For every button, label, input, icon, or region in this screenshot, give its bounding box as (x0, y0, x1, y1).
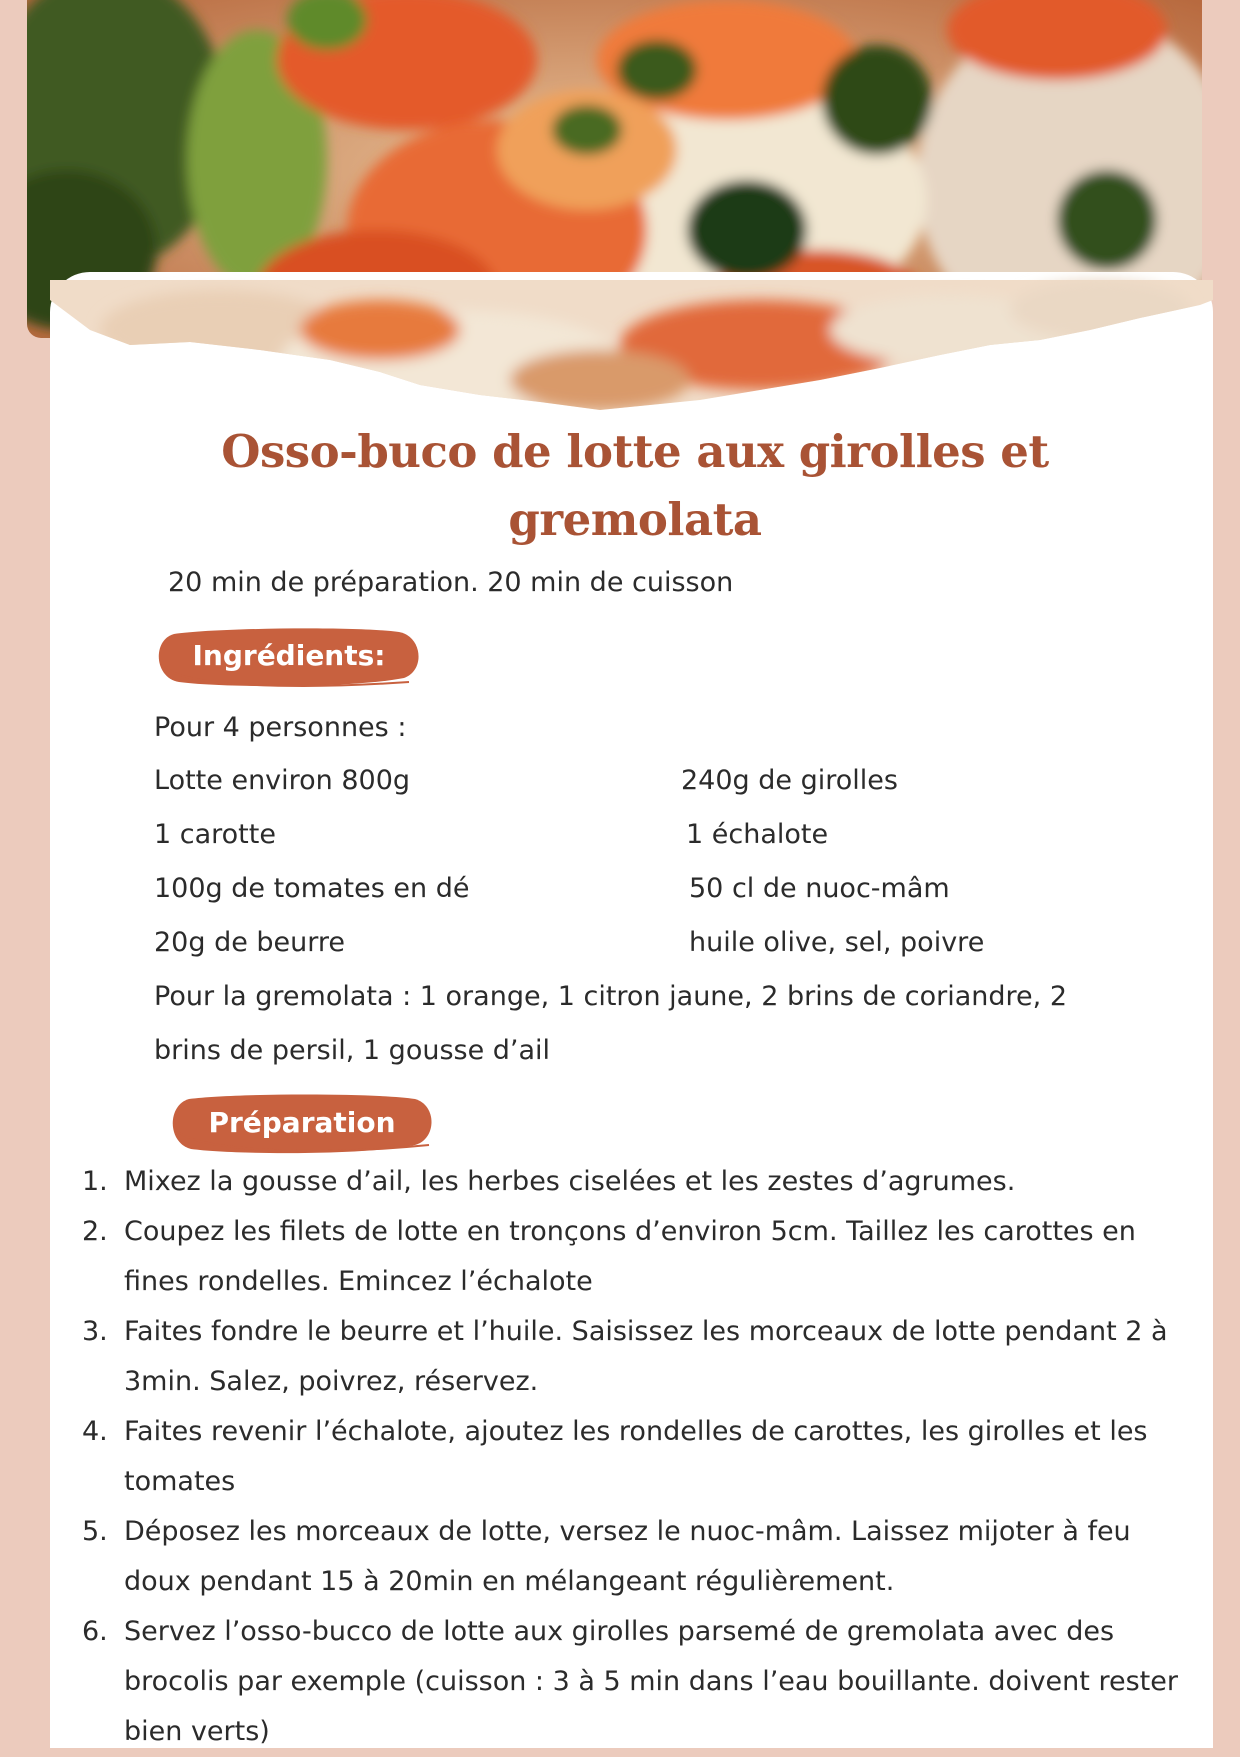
step-number: 2. (82, 1216, 108, 1247)
ingredient-right: 240g de girolles (681, 765, 898, 796)
torn-photo-edge (0, 0, 1240, 440)
preparation-heading-label: Préparation (208, 1105, 396, 1139)
ingredient-right: 1 échalote (686, 819, 829, 850)
ingredient-left: 1 carotte (154, 819, 276, 850)
step-number: 5. (82, 1516, 108, 1547)
step-item (82, 1207, 1200, 1307)
ingredient-left: 20g de beurre (154, 927, 346, 958)
step-item (82, 1307, 1200, 1407)
ingredient-right: huile olive, sel, poivre (689, 927, 985, 958)
recipe-title: Osso-buco de lotte aux girolles et gremolata (221, 425, 1049, 546)
ingredients-heading (154, 626, 424, 684)
step-item (82, 1507, 1200, 1607)
step-item (82, 1407, 1200, 1507)
step-number: 1. (82, 1166, 108, 1197)
servings: Pour 4 personnes : (154, 712, 407, 743)
step-text: Coupez les filets de lotte en tronçons d’environ 5cm. Taillez les carottes en fines rondelles. Emincez l’échalote (124, 1216, 1136, 1297)
step-text: Faites fondre le beurre et l’huile. Saisissez les morceaux de lotte pendant 2 à 3min. Salez, poivrez, réservez. (124, 1316, 1168, 1397)
step-text: Mixez la gousse d’ail, les herbes ciselées et les zestes d’agrumes. (124, 1166, 1016, 1197)
step-text: Servez l’osso-bucco de lotte aux girolles parsemé de gremolata avec des brocolis par exemple (cuisson : 3 à 5 min dans l’eau bouillante. doivent rester bien verts) (124, 1616, 1178, 1747)
step-item (82, 1607, 1200, 1757)
ingredient-left: Lotte environ 800g (154, 765, 411, 796)
step-text: Faites revenir l’échalote, ajoutez les rondelles de carottes, les girolles et les tomates (124, 1416, 1148, 1497)
gremolata-ingredients-cont: brins de persil, 1 gousse d’ail (154, 1035, 551, 1066)
step-number: 6. (82, 1616, 108, 1647)
recipe-timing: 20 min de préparation. 20 min de cuisson (168, 567, 734, 598)
ingredients-heading-label: Ingrédients: (192, 638, 386, 672)
preparation-steps (82, 1157, 1200, 1757)
ingredient-left: 100g de tomates en dé (154, 873, 470, 904)
step-item (82, 1157, 1200, 1207)
step-number: 3. (82, 1316, 108, 1347)
step-number: 4. (82, 1416, 108, 1447)
step-text: Déposez les morceaux de lotte, versez le nuoc-mâm. Laissez mijoter à feu doux pendant 15 à 20min en mélangeant régulièrement. (124, 1516, 1131, 1597)
preparation-heading (167, 1093, 437, 1151)
ingredient-right: 50 cl de nuoc-mâm (689, 873, 950, 904)
gremolata-ingredients: Pour la gremolata : 1 orange, 1 citron jaune, 2 brins de coriandre, 2 (154, 981, 1068, 1012)
